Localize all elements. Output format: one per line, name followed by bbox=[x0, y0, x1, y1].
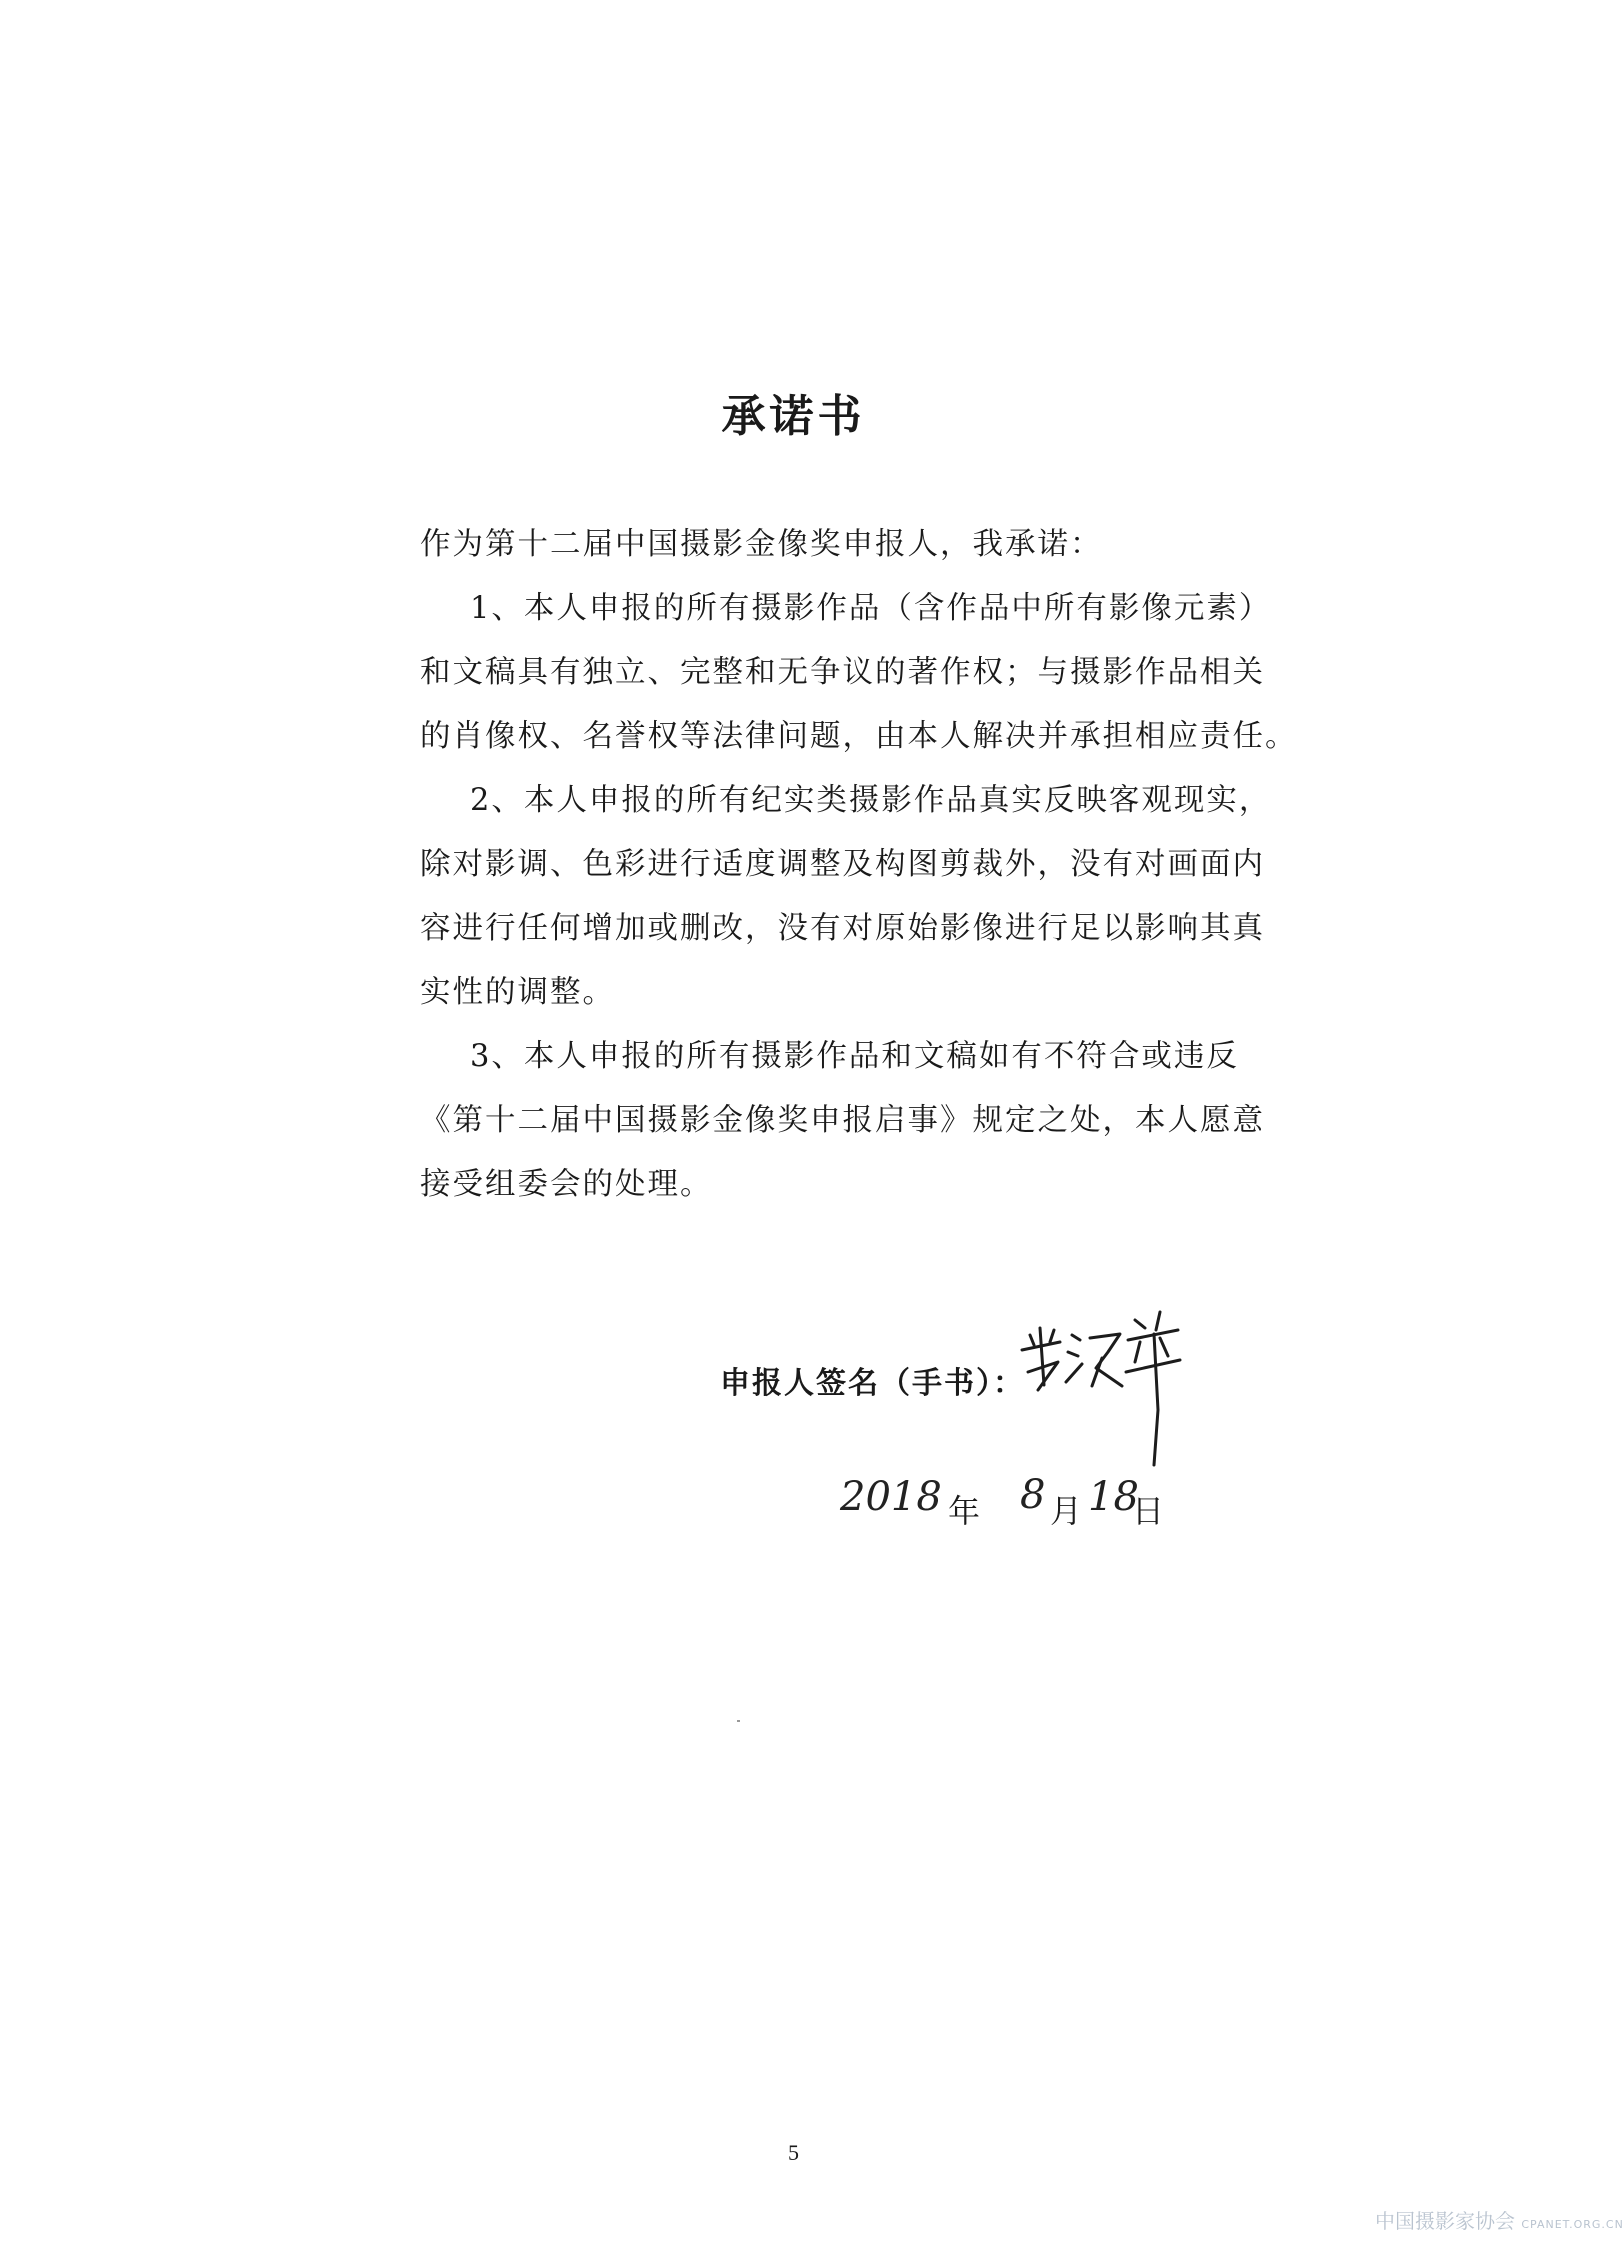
date-day-unit: 日 bbox=[1132, 1492, 1165, 1530]
clause-1-line-3: 的肖像权、名誉权等法律问题，由本人解决并承担相应责任。 bbox=[420, 719, 1298, 754]
signature-label: 申报人签名（手书）： bbox=[720, 1366, 1025, 1401]
clause-1-line-1: 1、本人申报的所有摄影作品（含作品中所有影像元素） bbox=[470, 591, 1272, 626]
date-day: 18 bbox=[1088, 1474, 1139, 1520]
clause-3-line-3: 接受组委会的处理。 bbox=[420, 1167, 713, 1202]
handwritten-signature bbox=[1010, 1290, 1210, 1500]
clause-2-line-4: 实性的调整。 bbox=[420, 975, 615, 1010]
watermark-name: 中国摄影家协会 bbox=[1375, 2209, 1515, 2233]
clause-2-line-3: 容进行任何增加或删改，没有对原始影像进行足以影响其真 bbox=[420, 911, 1265, 946]
clause-2-line-1: 2、本人申报的所有纪实类摄影作品真实反映客观现实， bbox=[470, 783, 1272, 818]
intro-line: 作为第十二届中国摄影金像奖申报人，我承诺： bbox=[420, 527, 1103, 562]
signing-date bbox=[840, 1470, 1165, 1540]
watermark bbox=[1375, 2205, 1624, 2234]
date-year: 2018 bbox=[840, 1474, 942, 1520]
clause-3-line-1: 3、本人申报的所有摄影作品和文稿如有不符合或违反 bbox=[470, 1039, 1239, 1074]
document-title: 承诺书 bbox=[721, 391, 866, 442]
scan-speck bbox=[737, 1720, 740, 1722]
clause-2-line-2: 除对影调、色彩进行适度调整及构图剪裁外，没有对画面内 bbox=[420, 847, 1265, 882]
page-number: 5 bbox=[788, 2140, 799, 2165]
clause-3-line-2: 《第十二届中国摄影金像奖申报启事》规定之处，本人愿意 bbox=[420, 1103, 1265, 1138]
watermark-url: CPANET.ORG.CN bbox=[1521, 2218, 1624, 2231]
date-year-unit: 年 bbox=[948, 1492, 981, 1530]
date-month: 8 bbox=[1020, 1472, 1046, 1518]
clause-1-line-2: 和文稿具有独立、完整和无争议的著作权；与摄影作品相关 bbox=[420, 655, 1265, 690]
date-month-unit: 月 bbox=[1050, 1492, 1083, 1530]
